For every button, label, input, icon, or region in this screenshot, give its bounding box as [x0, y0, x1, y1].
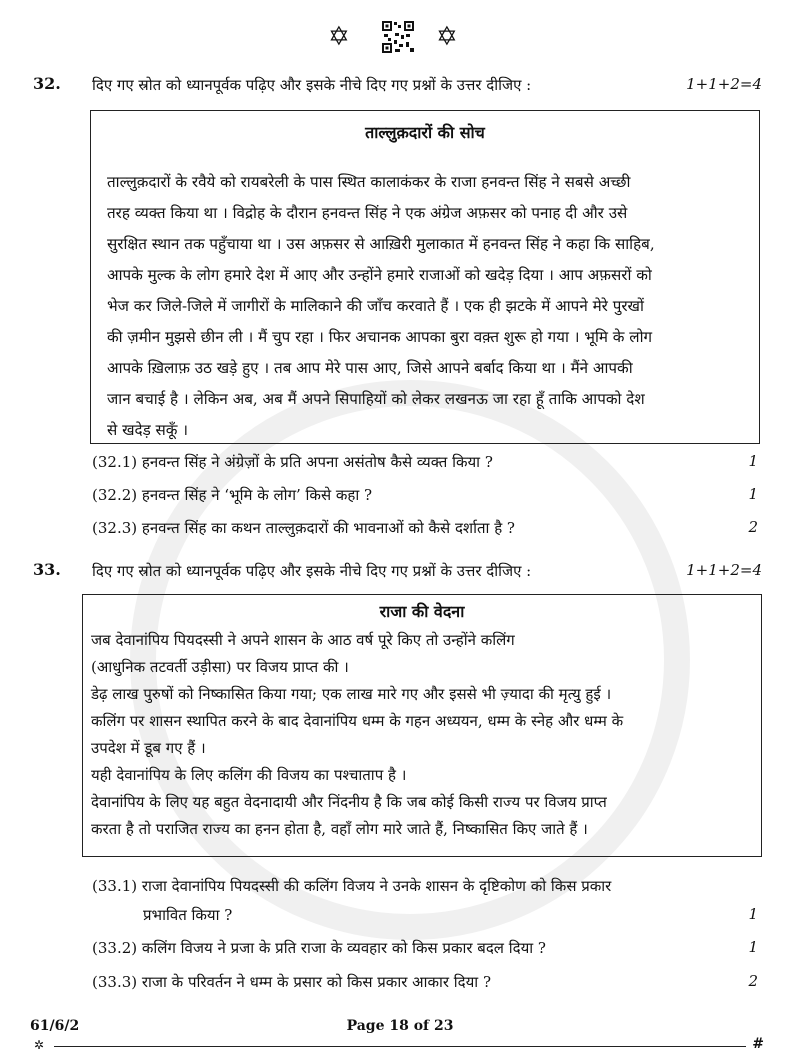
subquestion-33-1: (33.1) राजा देवानांपिय पियदस्सी की कलिंग विजय ने उनके शासन के दृष्टिकोण को किस प्रकार: [92, 877, 612, 895]
source-box-33: [82, 594, 762, 857]
subquestion-33-2: (33.2) कलिंग विजय ने प्रजा के प्रति राजा के व्यवहार को किस प्रकार बदल दिया ?: [92, 939, 546, 957]
src33-line: (आधुनिक तटवर्ती उड़ीसा) पर विजय प्राप्त की ।: [91, 658, 349, 676]
question-32-number: 32.: [33, 74, 61, 93]
src32-line: जान बचाई है । लेकिन अब, अब मैं अपने सिपाहियों को लेकर लखनऊ जा रहा हूँ ताकि आपको देश: [107, 390, 645, 408]
subquestion-32-2: (32.2) हनवन्त सिंह ने ‘भूमि के लोग’ किसे कहा ?: [92, 486, 373, 504]
src32-line: तरह व्यक्त किया था । विद्रोह के दौरान हनवन्त सिंह ने एक अंग्रेज अफ़सर को पनाह दी और उसे: [107, 204, 628, 222]
subquestion-33-2-marks: 1: [748, 938, 758, 956]
src32-line: की ज़मीन मुझसे छीन ली । मैं चुप रहा । फिर अचानक आपका बुरा वक़्त शुरू हो गया । भूमि के लोग: [107, 328, 653, 346]
src33-line: डेढ़ लाख पुरुषों को निष्कासित किया गया; एक लाख मारे गए और इससे भी ज़्यादा की मृत्यु हुई ।: [91, 685, 612, 703]
star-icon-left: ✡: [328, 22, 350, 52]
subquestion-33-1-continued: प्रभावित किया ?: [143, 906, 233, 924]
src32-line: आपके ख़िलाफ़ उठ खड़े हुए । तब आप मेरे पास आए, जिसे आपने बर्बाद किया था । मैंने आपकी: [107, 359, 633, 377]
source-33-text: [91, 627, 753, 843]
source-33-title: राजा की वेदना: [379, 602, 465, 621]
question-32-marks: 1+1+2=4: [686, 75, 762, 93]
subquestion-33-3-marks: 2: [748, 972, 758, 990]
src33-line: जब देवानांपिय पियदस्सी ने अपने शासन के आठ वर्ष पूरे किए तो उन्होंने कलिंग: [91, 631, 515, 649]
subquestion-32-3: (32.3) हनवन्त सिंह का कथन ताल्लुक़दारों की भावनाओं को कैसे दर्शाता है ?: [92, 519, 515, 537]
src33-line: उपदेश में डूब गए हैं ।: [91, 739, 206, 757]
src33-line: यही देवानांपिय के लिए कलिंग की विजय का पश्चाताप है ।: [91, 766, 407, 784]
question-33-number: 33.: [33, 560, 61, 579]
question-32-instruction: दिए गए स्रोत को ध्यानपूर्वक पढ़िए और इसके नीचे दिए गए प्रश्नों के उत्तर दीजिए :: [92, 76, 532, 94]
source-32-text: [107, 167, 743, 446]
src33-line: कलिंग पर शासन स्थापित करने के बाद देवानांपिय धम्म के गहन अध्ययन, धम्म के स्नेह और धम्म के: [91, 712, 624, 730]
paper-code: 61/6/2: [30, 1018, 80, 1034]
source-box-32: [90, 110, 760, 444]
star-icon-right: ✡: [436, 22, 458, 52]
src32-line: भेज कर जिले-जिले में जागीरों के मालिकाने की जाँच करवाते हैं । एक ही झटके में आपने मेरे पुरखों: [107, 297, 644, 315]
footer-symbol-icon: ✲: [34, 1038, 45, 1052]
subquestion-32-3-marks: 2: [748, 518, 758, 536]
src32-line: से खदेड़ सकूँ ।: [107, 421, 189, 439]
qr-code-icon: [381, 20, 415, 54]
subquestion-33-1-marks: 1: [748, 905, 758, 923]
subquestion-32-2-marks: 1: [748, 485, 758, 503]
src32-line: ताल्लुक़दारों के रवैये को रायबरेली के पास स्थित कालाकंकर के राजा हनवन्त सिंह ने सबसे अच्छी: [107, 173, 631, 191]
page-number: Page 18 of 23: [346, 1018, 454, 1034]
source-32-title: ताल्लुक़दारों की सोच: [365, 123, 485, 142]
src32-line: सुरक्षित स्थान तक पहुँचाया था । उस अफ़सर से आख़िरी मुलाकात में हनवन्त सिंह ने कहा कि साहिब,: [107, 235, 655, 253]
src32-line: आपके मुल्क के लोग हमारे देश में आए और उन्होंने हमारे राजाओं को खदेड़ दिया । आप अफ़सरों को: [107, 266, 652, 284]
subquestion-32-1-marks: 1: [748, 452, 758, 470]
question-33-marks: 1+1+2=4: [686, 561, 762, 579]
src33-line: करता है तो पराजित राज्य का हनन होता है, वहाँ लोग मारे जाते हैं, निष्कासित किए जाते हैं ।: [91, 820, 588, 838]
src33-line: देवानांपिय के लिए यह बहुत वेदनादायी और निंदनीय है कि जब कोई किसी राज्य पर विजय प्राप्त: [91, 793, 607, 811]
footer-divider: [54, 1046, 746, 1047]
footer-hash: #: [752, 1036, 764, 1052]
question-33-instruction: दिए गए स्रोत को ध्यानपूर्वक पढ़िए और इसके नीचे दिए गए प्रश्नों के उत्तर दीजिए :: [92, 562, 532, 580]
subquestion-33-3: (33.3) राजा के परिवर्तन ने धम्म के प्रसार को किस प्रकार आकार दिया ?: [92, 973, 491, 991]
subquestion-32-1: (32.1) हनवन्त सिंह ने अंग्रेज़ों के प्रति अपना असंतोष कैसे व्यक्त किया ?: [92, 453, 493, 471]
